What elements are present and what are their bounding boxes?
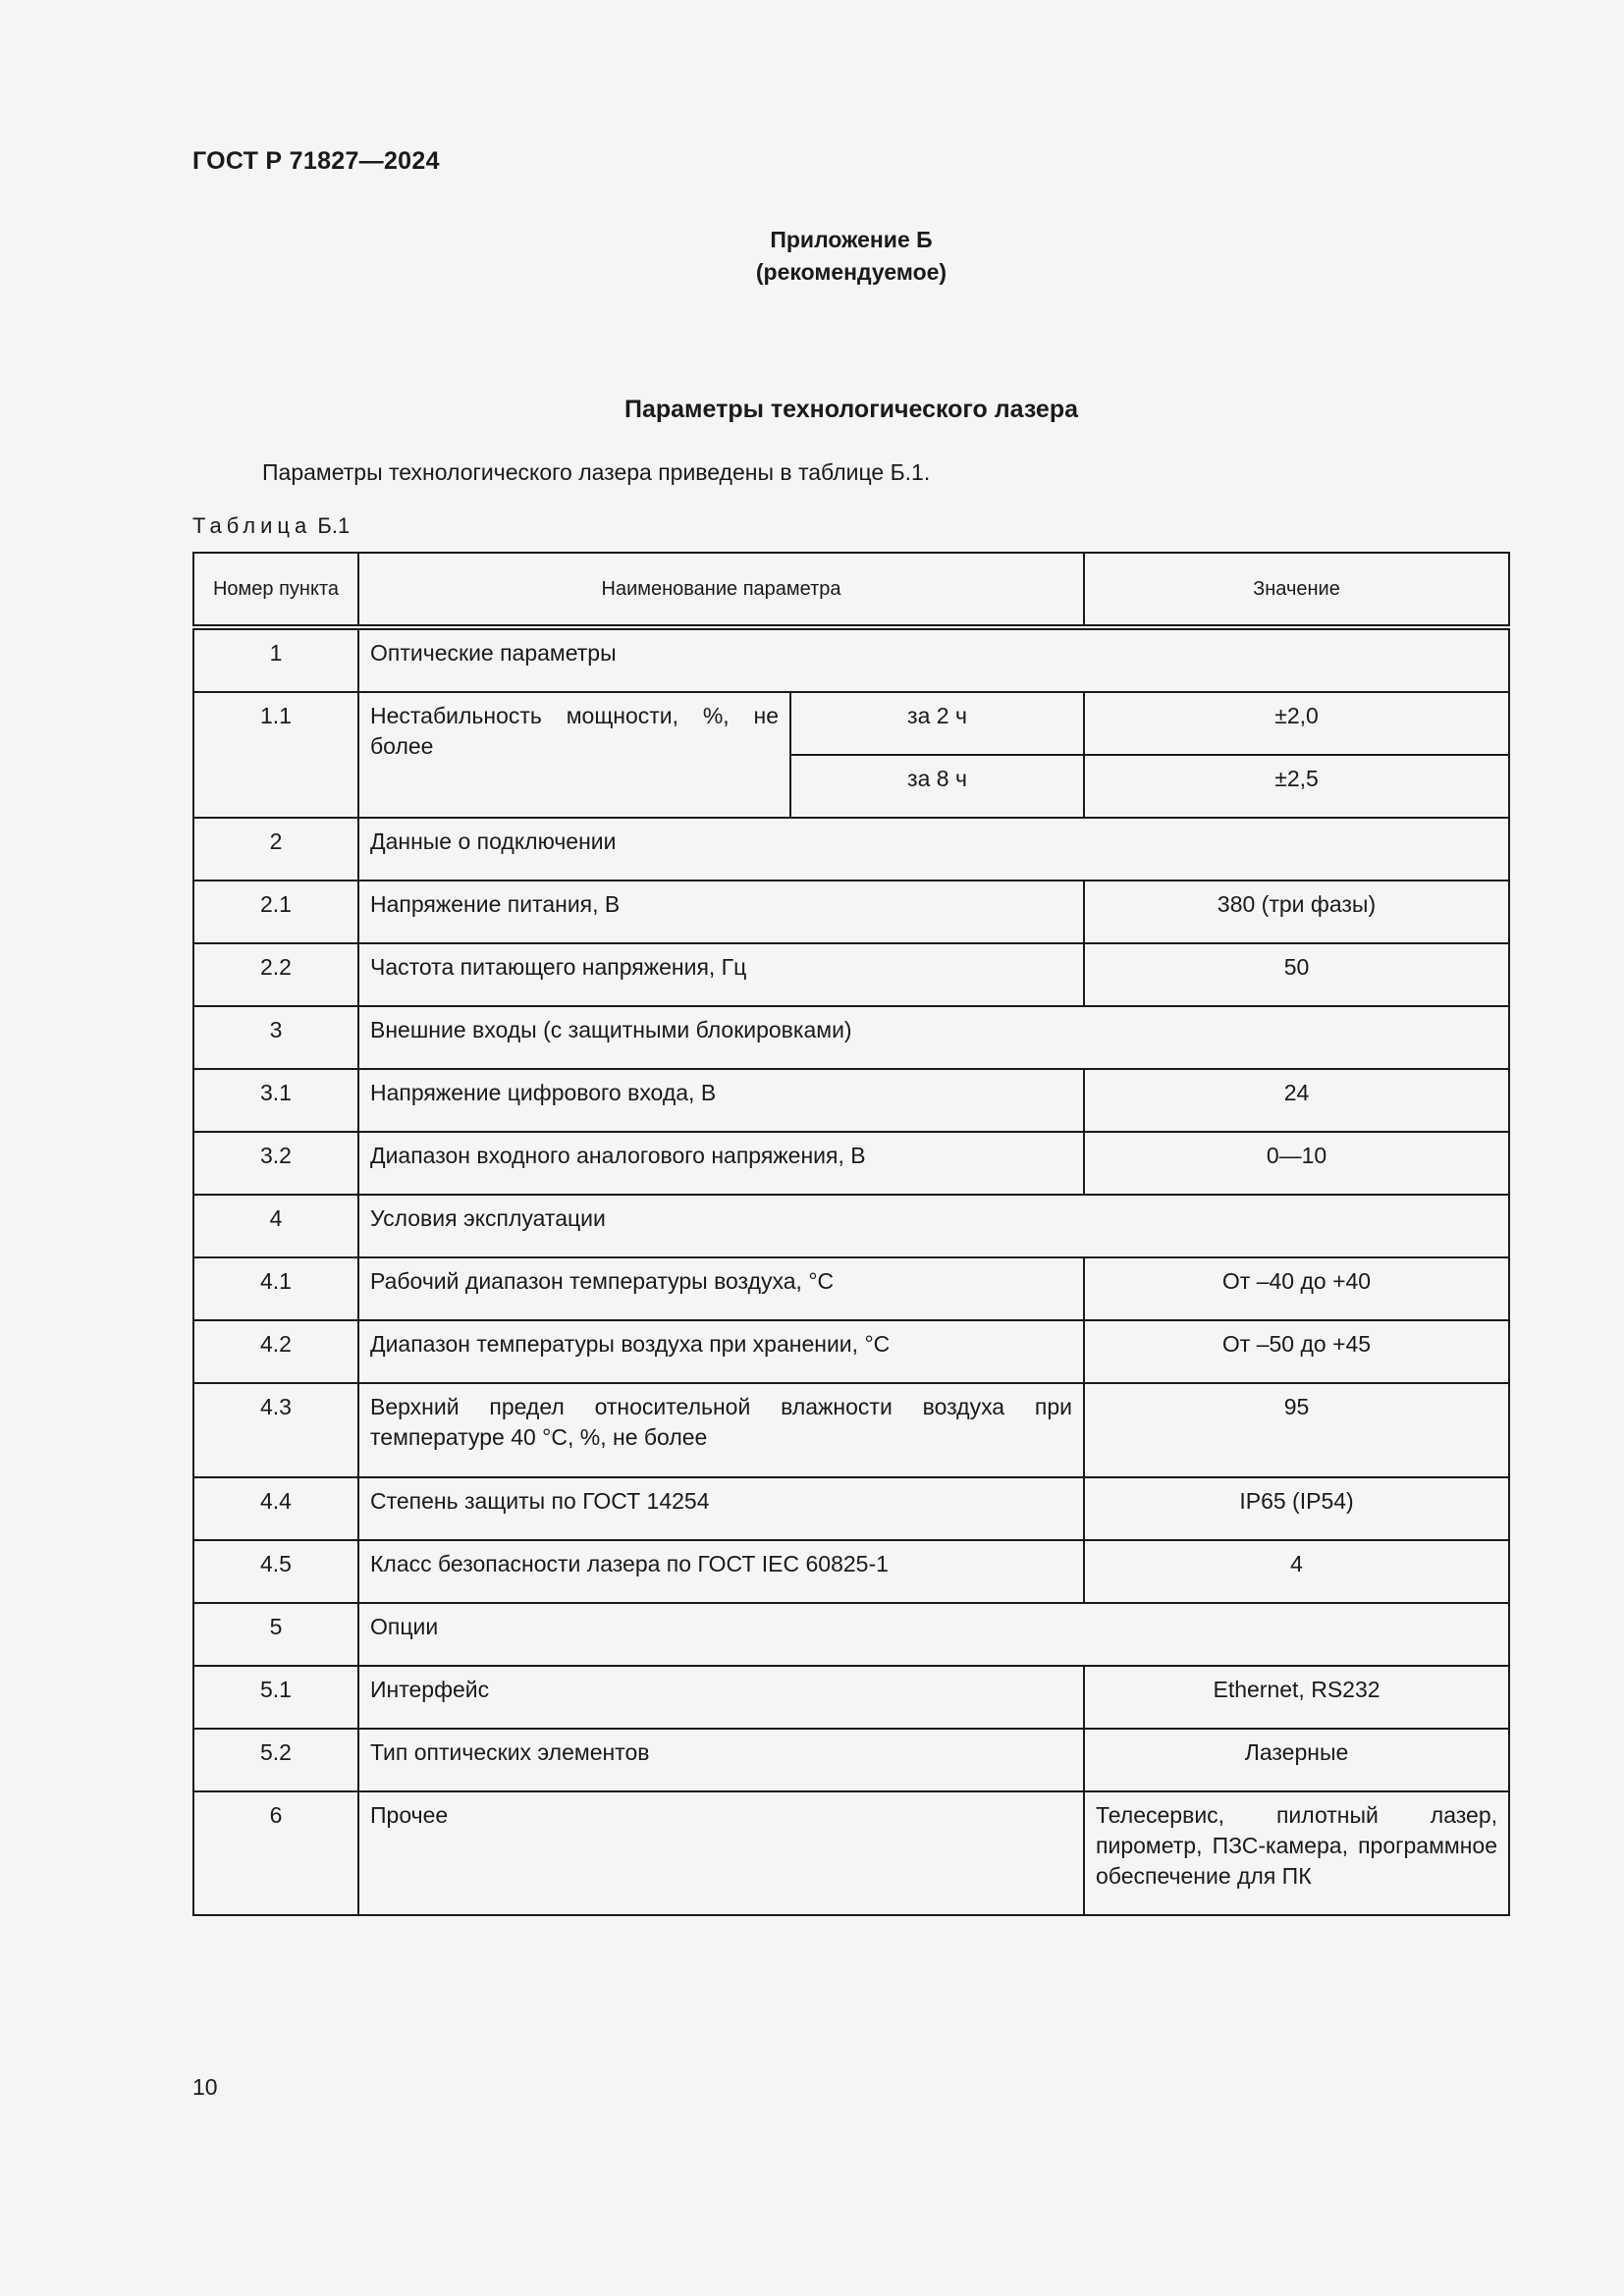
table-row (193, 1729, 1509, 1791)
table-row (193, 1666, 1509, 1729)
row-value: 380 (три фазы) (1084, 881, 1509, 943)
table-row (193, 1069, 1509, 1132)
row-number: 1.1 (193, 692, 358, 818)
row-name: Степень защиты по ГОСТ 14254 (358, 1477, 1084, 1540)
header-item-number: Номер пункта (193, 553, 358, 627)
row-number: 1 (193, 627, 358, 692)
section-title-text: Параметры технологического лазера (623, 396, 1078, 423)
table-row (193, 692, 1509, 755)
table-row (193, 881, 1509, 943)
appendix-status: (рекомендуемое) (755, 259, 947, 285)
row-name: Диапазон входного аналогового напряжения, В (358, 1132, 1084, 1195)
table-row (193, 1383, 1509, 1477)
row-name: Рабочий диапазон температуры воздуха, °С (358, 1257, 1084, 1320)
row-value: ±2,0 (1084, 692, 1509, 755)
row-number: 4.3 (193, 1383, 358, 1477)
parameters-table (192, 552, 1510, 1916)
row-name: Верхний предел относительной влажности воздуха при температуре 40 °С, %, не более (358, 1383, 1084, 1477)
row-name: Оптические параметры (358, 627, 1509, 692)
table-caption-id: Б.1 (317, 513, 351, 538)
table-caption (192, 513, 350, 539)
table-row (193, 1791, 1509, 1915)
row-value: Телесервис, пилотный лазер, пирометр, ПЗС-камера, программное обеспечение для ПК (1084, 1791, 1509, 1915)
section-title (0, 396, 1624, 424)
row-number: 5 (193, 1603, 358, 1666)
row-value: 0—10 (1084, 1132, 1509, 1195)
table-row (193, 627, 1509, 692)
row-number: 4.5 (193, 1540, 358, 1603)
table-row (193, 1320, 1509, 1383)
row-number: 2.1 (193, 881, 358, 943)
table-row (193, 943, 1509, 1006)
row-number: 4 (193, 1195, 358, 1257)
row-value: 50 (1084, 943, 1509, 1006)
row-number: 3.1 (193, 1069, 358, 1132)
row-number: 4.1 (193, 1257, 358, 1320)
standard-code: ГОСТ Р 71827—2024 (192, 147, 440, 175)
row-number: 5.1 (193, 1666, 358, 1729)
table-header-row (193, 553, 1509, 627)
row-name: Диапазон температуры воздуха при хранении, °С (358, 1320, 1084, 1383)
row-number: 6 (193, 1791, 358, 1915)
appendix-heading (0, 224, 1624, 289)
row-name: Условия эксплуатации (358, 1195, 1509, 1257)
row-name: Опции (358, 1603, 1509, 1666)
row-value: 4 (1084, 1540, 1509, 1603)
row-number: 4.4 (193, 1477, 358, 1540)
row-name: Данные о подключении (358, 818, 1509, 881)
row-name: Тип оптических элементов (358, 1729, 1084, 1791)
row-value: От –50 до +45 (1084, 1320, 1509, 1383)
row-number: 2.2 (193, 943, 358, 1006)
appendix-title: Приложение Б (770, 227, 933, 252)
row-name: Напряжение цифрового входа, В (358, 1069, 1084, 1132)
row-name: Напряжение питания, В (358, 881, 1084, 943)
row-name: Частота питающего напряжения, Гц (358, 943, 1084, 1006)
row-value: От –40 до +40 (1084, 1257, 1509, 1320)
row-condition: за 8 ч (790, 755, 1084, 818)
page-number: 10 (192, 2074, 218, 2100)
table-row (193, 1132, 1509, 1195)
intro-paragraph: Параметры технологического лазера приведены в таблице Б.1. (262, 459, 931, 485)
row-value: 95 (1084, 1383, 1509, 1477)
row-name: Класс безопасности лазера по ГОСТ IEC 60825-1 (358, 1540, 1084, 1603)
row-number: 3 (193, 1006, 358, 1069)
header-value: Значение (1084, 553, 1509, 627)
table-row (193, 1603, 1509, 1666)
row-name: Прочее (358, 1791, 1084, 1915)
row-name: Внешние входы (с защитными блокировками) (358, 1006, 1509, 1069)
row-name: Нестабильность мощности, %, не более (358, 692, 790, 818)
row-number: 4.2 (193, 1320, 358, 1383)
header-parameter-name: Наименование параметра (358, 553, 1084, 627)
table-row (193, 1477, 1509, 1540)
table-row (193, 1257, 1509, 1320)
row-number: 2 (193, 818, 358, 881)
row-number: 5.2 (193, 1729, 358, 1791)
row-value: 24 (1084, 1069, 1509, 1132)
row-value: ±2,5 (1084, 755, 1509, 818)
row-value: Лазерные (1084, 1729, 1509, 1791)
row-value: IP65 (IP54) (1084, 1477, 1509, 1540)
table-caption-word: Таблица (192, 513, 312, 538)
row-value: Ethernet, RS232 (1084, 1666, 1509, 1729)
table-row (193, 818, 1509, 881)
row-name: Интерфейс (358, 1666, 1084, 1729)
table-row (193, 1195, 1509, 1257)
row-number: 3.2 (193, 1132, 358, 1195)
table-row (193, 1540, 1509, 1603)
row-condition: за 2 ч (790, 692, 1084, 755)
table-row (193, 1006, 1509, 1069)
